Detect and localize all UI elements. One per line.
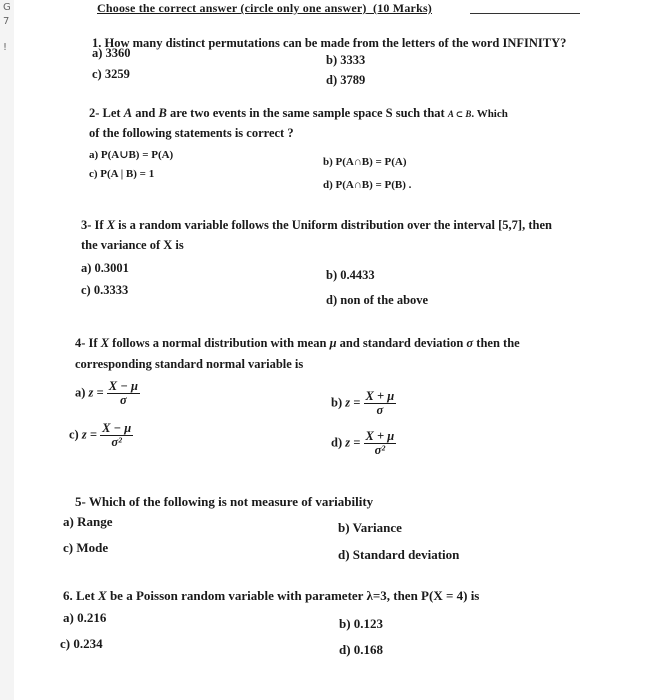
q4-d-fraction [364,430,397,457]
q3-rest: is a random variable follows the Uniform distribution over the interval [5,7], then [118,218,552,232]
q4-b-label: b) [331,395,343,410]
q4-option-a[interactable] [75,380,140,407]
q3-var-x: X [106,218,116,232]
q6-option-d[interactable]: d) 0.168 [339,642,384,657]
q4-option-b[interactable] [331,390,396,417]
q5-option-b[interactable]: b) Variance [338,520,402,535]
q1-option-c[interactable]: c) 3259 [92,67,130,81]
q2-option-b[interactable]: b) P(A∩B) = P(A) [323,156,407,168]
q6-prefix: 6. Let [63,588,95,603]
question-2-line-1 [89,106,508,121]
q6-option-a[interactable]: a) 0.216 [63,610,107,625]
q4-sigma: σ [466,336,474,350]
q1-option-a[interactable]: a) 3360 [92,46,131,60]
q4-a-numerator: X − μ [108,379,138,393]
page-edge-shadow [0,0,14,700]
q2-var-a: A [123,106,133,120]
q5-option-d[interactable]: d) Standard deviation [338,547,460,562]
q1-option-b[interactable]: b) 3333 [326,53,366,67]
question-3-line-1 [81,218,552,233]
header-title: Choose the correct answer (circle only one answer) [97,1,367,15]
q1-option-d[interactable]: d) 3789 [326,73,366,87]
q4-b-lhs: z = [345,395,361,410]
q3-prefix: 3- If [81,218,104,232]
q2-which: . Which [471,108,508,120]
q2-line-1-mid: are two events in the same sample space S such that [169,106,445,120]
q4-rest-2: and standard deviation [339,336,464,350]
q4-a-lhs: z = [88,385,104,400]
q4-a-fraction [107,380,140,407]
q5-option-c[interactable]: c) Mode [63,540,109,555]
q4-mu: μ [329,336,337,350]
q4-option-c[interactable] [69,422,133,449]
edge-mark-1: G [3,2,11,13]
question-3-line-2: the variance of X is [81,238,184,252]
edge-mark-3: ! [3,42,8,53]
q2-var-b: B [158,106,167,120]
q4-var-x: X [100,336,110,350]
question-4-line-1 [75,336,520,351]
question-6-text [63,588,479,604]
q3-option-a[interactable]: a) 0.3001 [81,261,129,275]
q6-var-x: X [98,588,107,603]
q6-option-b[interactable]: b) 0.123 [339,616,384,631]
q3-option-d[interactable]: d) non of the above [326,293,429,307]
q2-subset: A ⊂ B [447,109,472,119]
q6-rest: be a Poisson random variable with parameter λ=3, then P(X = 4) is [109,588,480,603]
question-2-line-2: of the following statements is correct ? [89,126,294,140]
q3-option-b[interactable]: b) 0.4433 [326,268,375,282]
edge-mark-2: 7 [3,16,10,27]
q4-prefix: 4- If [75,336,98,350]
q4-d-label: d) [331,435,343,450]
question-1-text: 1. How many distinct permutations can be made from the letters of the word INFINITY? [92,36,567,50]
q4-d-denominator: σ² [374,443,386,457]
q4-d-lhs: z = [345,435,361,450]
q4-c-lhs: z = [81,427,97,442]
q4-a-denominator: σ [119,393,127,407]
q4-d-numerator: X + μ [365,429,395,443]
q4-c-numerator: X − μ [102,421,132,435]
q2-and: and [135,106,156,120]
q4-option-d[interactable] [331,430,396,457]
q4-rest-3: then the [476,336,520,350]
q4-c-fraction [100,422,133,449]
header-rule [470,13,580,14]
q4-rest-1: follows a normal distribution with mean [112,336,327,350]
question-5-text: 5- Which of the following is not measure of variability [75,494,374,509]
q2-prefix: 2- Let [89,106,121,120]
instructions-header [97,1,432,16]
q2-option-a[interactable]: a) P(A∪B) = P(A) [89,149,174,161]
q2-option-c[interactable]: c) P(A | B) = 1 [89,168,155,180]
q3-option-c[interactable]: c) 0.3333 [81,283,129,297]
q4-b-fraction [364,390,397,417]
q2-option-d[interactable]: d) P(A∩B) = P(B) . [323,179,412,191]
q6-option-c[interactable]: c) 0.234 [60,636,103,651]
q4-c-label: c) [69,427,79,442]
q4-c-denominator: σ² [111,435,122,449]
q5-option-a[interactable]: a) Range [63,514,113,529]
q4-b-numerator: X + μ [365,389,395,403]
header-marks: (10 Marks) [373,1,433,15]
question-4-line-2: corresponding standard normal variable is [75,357,304,371]
q4-a-label: a) [75,385,86,400]
q4-b-denominator: σ [376,403,384,417]
